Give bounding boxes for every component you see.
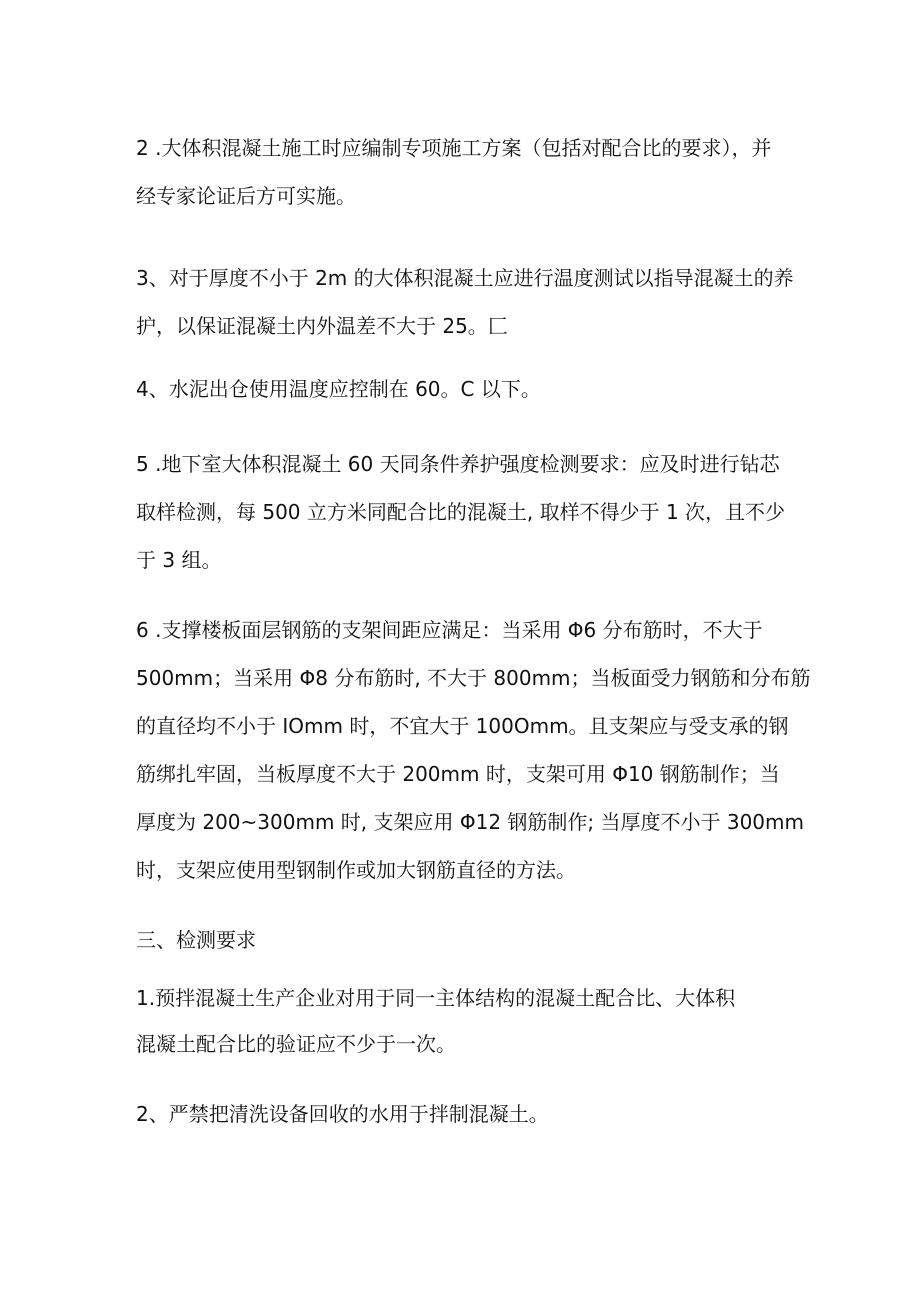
text-line: 5 .地下室大体积混凝土 60 天同条件养护强度检测要求：应及时进行钻芯 [136, 452, 780, 476]
section-heading [136, 916, 796, 964]
text-line: 3、对于厚度不小于 2m 的大体积混凝土应进行温度测试以指导混凝土的养 [136, 266, 794, 290]
text-line: 取样检测，每 500 立方米同配合比的混凝土, 取样不得少于 1 次，且不少 [136, 500, 786, 524]
paragraph-item-s3-2 [136, 1090, 796, 1138]
paragraph-item-s3-1 [136, 974, 796, 1066]
text-line: 厚度为 200~300mm 时, 支架应用 Φ12 钢筋制作; 当厚度不小于 300mm [136, 810, 804, 834]
paragraph-item-3 [136, 254, 796, 350]
paragraph-item-2 [136, 124, 796, 220]
text-line: 6 .支撑楼板面层钢筋的支架间距应满足：当采用 Φ6 分布筋时，不大于 [136, 618, 763, 642]
text-line: 三、检测要求 [136, 928, 256, 952]
text-line: 护，以保证混凝土内外温差不大于 25。匚 [136, 314, 508, 338]
text-line: 经专家论证后方可实施。 [136, 184, 356, 208]
paragraph-item-6 [136, 606, 811, 894]
text-line: 4、水泥出仓使用温度应控制在 60。C 以下。 [136, 377, 541, 401]
text-line: 500mm；当采用 Φ8 分布筋时, 不大于 800mm；当板面受力钢筋和分布筋 [136, 666, 811, 690]
text-line: 1.预拌混凝土生产企业对用于同一主体结构的混凝土配合比、大体积 [136, 986, 736, 1010]
text-line: 时，支架应使用型钢制作或加大钢筋直径的方法。 [136, 858, 576, 882]
text-line: 于 3 组。 [136, 548, 222, 572]
paragraph-item-5 [136, 440, 796, 584]
paragraph-item-4 [136, 365, 796, 413]
text-line: 2、严禁把清洗设备回收的水用于拌制混凝土。 [136, 1102, 549, 1126]
text-line: 的直径均不小于 IOmm 时，不宜大于 100Omm。且支架应与受支承的钢 [136, 714, 789, 738]
text-line: 混凝土配合比的验证应不少于一次。 [136, 1032, 456, 1056]
text-line: 筋绑扎牢固，当板厚度不大于 200mm 时，支架可用 Φ10 钢筋制作；当 [136, 762, 780, 786]
text-line: 2 .大体积混凝土施工时应编制专项施工方案（包括对配合比的要求），并 [136, 136, 772, 160]
